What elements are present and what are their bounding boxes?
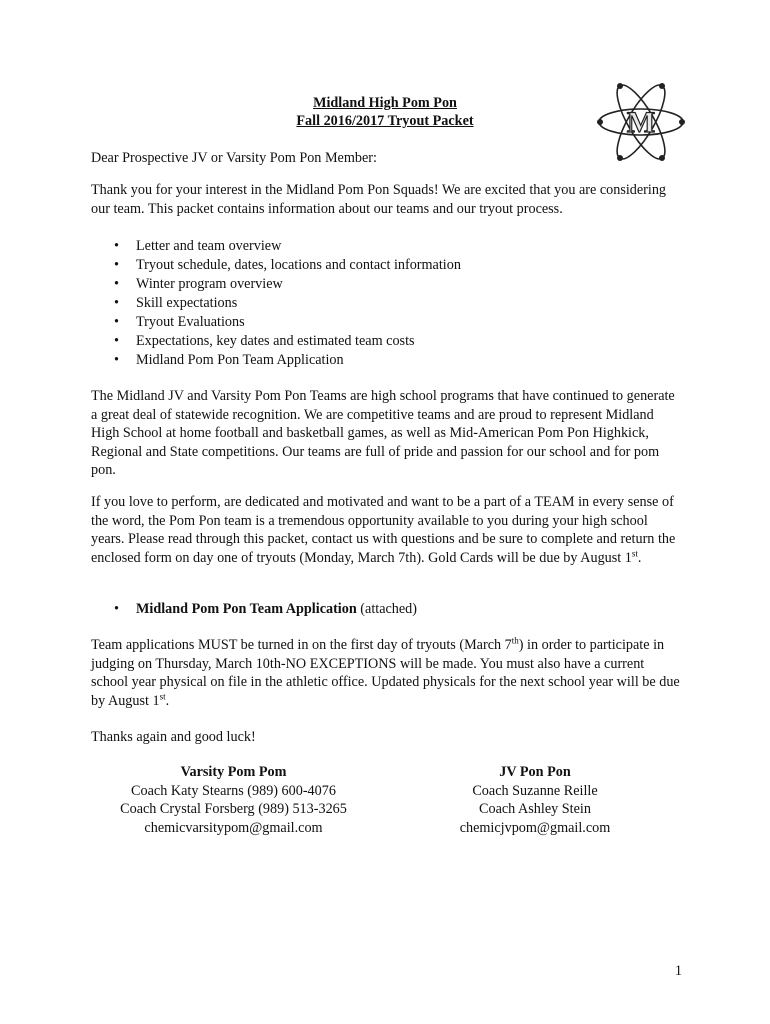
bullet-icon: • — [114, 601, 119, 617]
list-item-text: Tryout schedule, dates, locations and contact information — [136, 257, 461, 273]
jv-contact-block — [400, 763, 670, 837]
superscript: th — [511, 635, 519, 646]
list-item — [91, 313, 651, 332]
list-item — [91, 275, 651, 294]
document-subtitle: Fall 2016/2017 Tryout Packet — [296, 113, 474, 129]
bullet-icon: • — [114, 295, 119, 311]
superscript: st — [159, 690, 166, 701]
jv-coach-1: Coach Suzanne Reille — [472, 782, 598, 799]
list-item-text: Skill expectations — [136, 295, 238, 311]
list-item-text: Tryout Evaluations — [136, 314, 245, 330]
love-paragraph-end: . — [637, 549, 642, 566]
deadline-text-end: . — [165, 692, 170, 709]
varsity-email: chemicvarsitypom@gmail.com — [144, 819, 323, 836]
bullet-icon: • — [114, 314, 119, 330]
deadline-text-2: ) in order to participate in judging on Thursday, March 10th-NO EXCEPTIONS will be made. You must also have a current school year physical on file in the athletic office. Updated physicals for the next school year will be due by August 1 — [91, 637, 680, 709]
document-title: Midland High Pom Pon — [313, 95, 457, 111]
list-item-text: Expectations, key dates and estimated team costs — [136, 333, 415, 349]
bullet-icon: • — [114, 238, 119, 254]
program-paragraph: The Midland JV and Varsity Pom Pon Teams are high school programs that have continued to generate a great deal of statewide recognition. We are competitive teams and are proud to represent Midland High School at home football and basketball games, as well as Mid-American Pom Pon Highkick, Regional and State competitions. Our teams are full of pride and passion for our school and for pom pon. — [91, 388, 675, 478]
bullet-icon: • — [114, 257, 119, 273]
deadline-text-1: Team applications MUST be turned in on the first day of tryouts (March 7 — [91, 637, 512, 653]
bullet-icon: • — [114, 352, 119, 368]
list-item-text: Letter and team overview — [136, 238, 282, 254]
jv-heading: JV Pon Pon — [499, 764, 571, 780]
closing-line: Thanks again and good luck! — [91, 729, 256, 745]
application-item-note: (attached) — [356, 601, 418, 617]
varsity-coach-2: Coach Crystal Forsberg (989) 513-3265 — [120, 801, 347, 817]
packet-contents-list — [91, 237, 651, 370]
love-paragraph — [91, 493, 681, 567]
intro-paragraph: Thank you for your interest in the Midland Pom Pon Squads! We are excited that you are considering our team. This packet contains information about our teams and our tryout process. — [91, 182, 667, 217]
superscript: st — [631, 547, 638, 558]
list-item — [91, 237, 651, 256]
deadline-paragraph — [91, 636, 681, 710]
application-item-title: Midland Pom Pon Team Application — [136, 601, 357, 617]
bullet-icon: • — [114, 276, 119, 292]
list-item-text: Winter program overview — [136, 276, 283, 292]
list-item — [91, 351, 651, 370]
salutation: Dear Prospective JV or Varsity Pom Pon Member: — [91, 150, 377, 166]
varsity-coach-1: Coach Katy Stearns (989) 600-4076 — [131, 782, 336, 799]
list-item-text: Midland Pom Pon Team Application — [136, 352, 344, 368]
page-number: 1 — [674, 963, 682, 979]
bullet-icon: • — [114, 333, 119, 349]
varsity-contact-block — [91, 763, 376, 837]
logo-letter: M — [626, 106, 656, 139]
list-item — [91, 256, 651, 275]
love-paragraph-text: If you love to perform, are dedicated and motivated and want to be a part of a TEAM in every sense of the word, the Pom Pon team is a tremendous opportunity available to you during your high school years. Please read through this packet, contact us with questions and be sure to complete and return the enclosed form on day one of tryouts (Monday, March 7th). Gold Cards will be due by August 1 — [91, 494, 676, 566]
list-item — [91, 332, 651, 351]
varsity-heading: Varsity Pom Pom — [180, 764, 287, 780]
list-item — [91, 294, 651, 313]
jv-coach-2: Coach Ashley Stein — [479, 801, 591, 817]
jv-email: chemicjvpom@gmail.com — [459, 819, 611, 836]
